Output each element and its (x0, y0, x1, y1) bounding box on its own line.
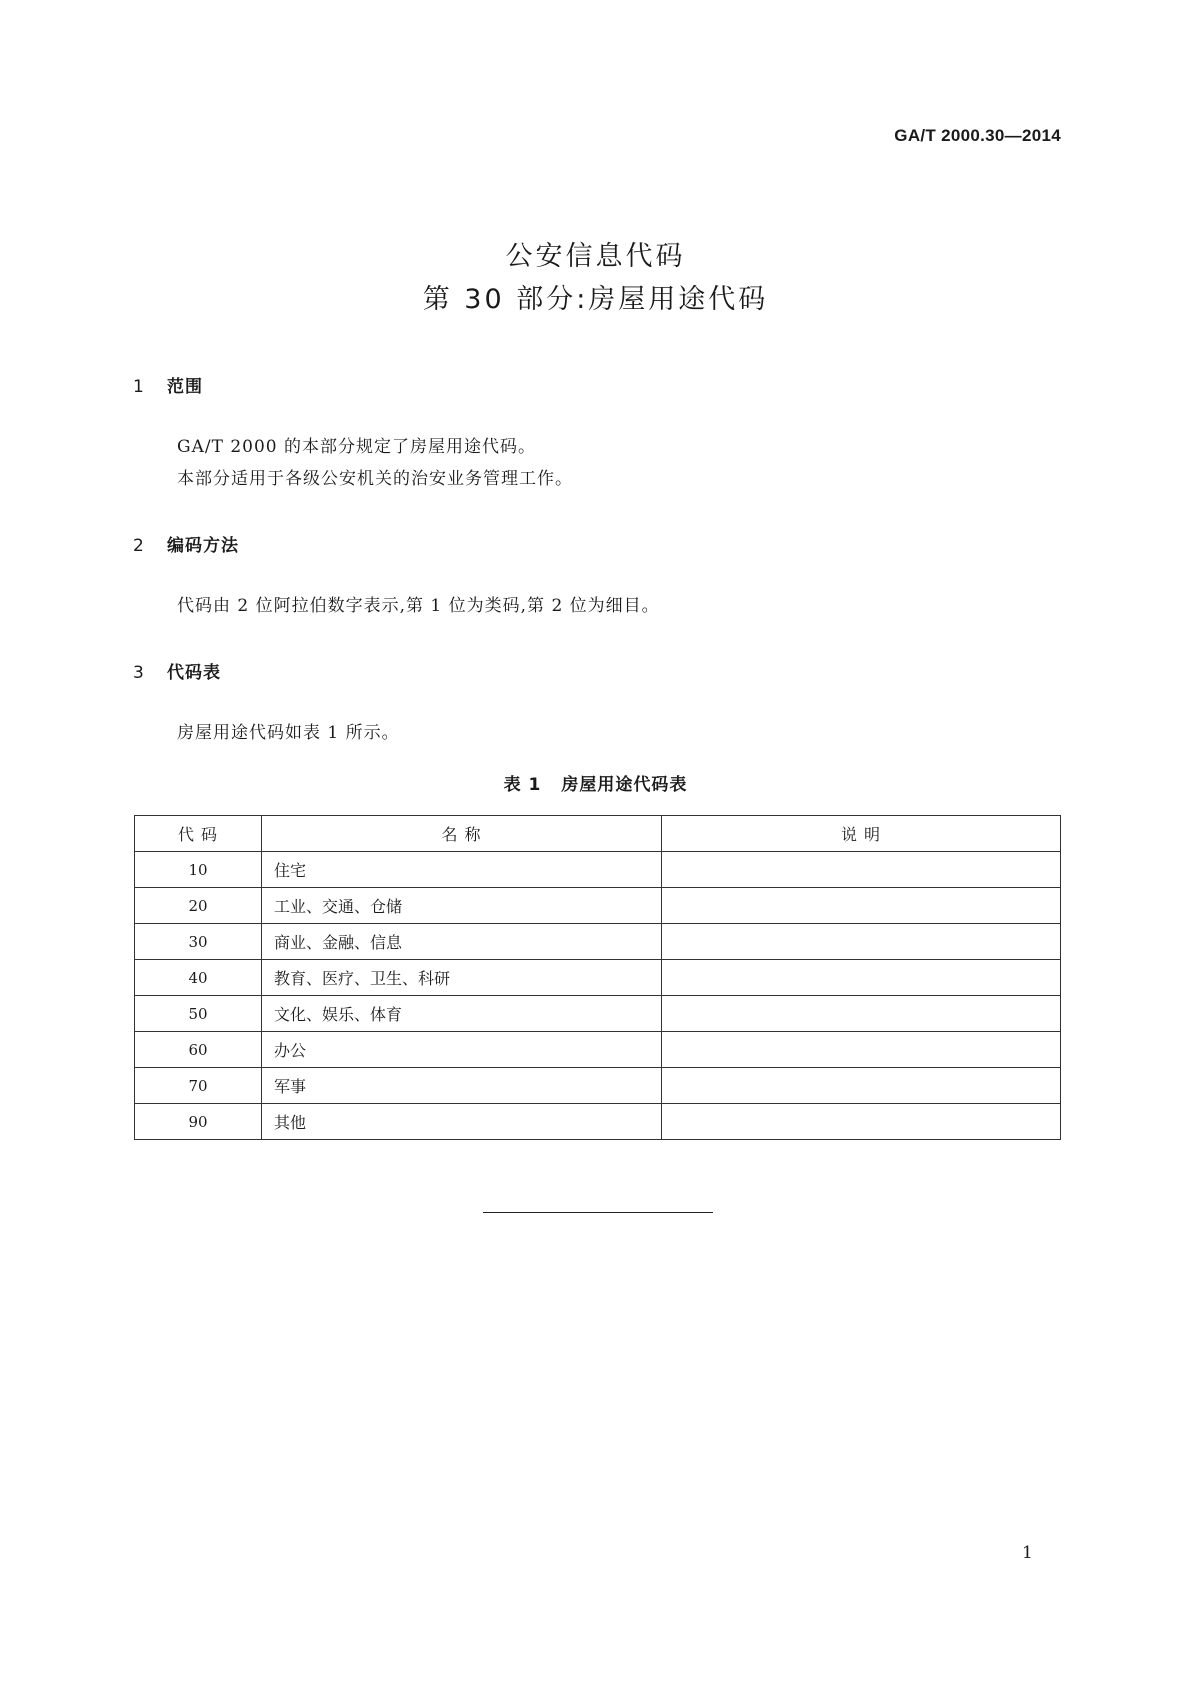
cell-name: 商业、金融、信息 (262, 924, 662, 960)
cell-note (662, 852, 1061, 888)
document-title: 公安信息代码 (505, 241, 686, 272)
table-caption-title: 房屋用途代码表 (561, 775, 688, 795)
cell-name: 办公 (262, 1032, 662, 1068)
cell-note (662, 888, 1061, 924)
document-subtitle: 第 30 部分:房屋用途代码 (422, 284, 769, 315)
table-row (135, 1032, 1061, 1068)
table-row (135, 888, 1061, 924)
cell-code: 70 (135, 1068, 262, 1104)
cell-name: 军事 (262, 1068, 662, 1104)
section-heading-scope (133, 372, 203, 397)
cell-name: 其他 (262, 1104, 662, 1140)
cell-note (662, 996, 1061, 1032)
table-row (135, 1068, 1061, 1104)
cell-note (662, 1068, 1061, 1104)
cell-code: 20 (135, 888, 262, 924)
table-row (135, 1104, 1061, 1140)
cell-name: 教育、医疗、卫生、科研 (262, 960, 662, 996)
section-heading-code-table (133, 658, 221, 683)
page-number: 1 (1022, 1543, 1033, 1563)
section-number: 3 (133, 663, 145, 683)
cell-code: 90 (135, 1104, 262, 1140)
table-row (135, 924, 1061, 960)
coding-method-paragraph: 代码由 2 位阿拉伯数字表示,第 1 位为类码,第 2 位为细目。 (177, 596, 660, 616)
house-usage-code-table (134, 815, 1061, 1140)
cell-name: 文化、娱乐、体育 (262, 996, 662, 1032)
cell-code: 50 (135, 996, 262, 1032)
table-caption (0, 770, 1191, 795)
scope-paragraph-2: 本部分适用于各级公安机关的治安业务管理工作。 (177, 469, 573, 489)
section-title: 代码表 (167, 663, 221, 683)
cell-note (662, 924, 1061, 960)
table-row (135, 852, 1061, 888)
table-header-row (135, 816, 1061, 852)
section-number: 1 (133, 377, 145, 397)
cell-code: 10 (135, 852, 262, 888)
section-number: 2 (133, 536, 145, 556)
standard-code: GA/T 2000.30—2014 (894, 126, 1061, 145)
cell-note (662, 1104, 1061, 1140)
table-row (135, 960, 1061, 996)
cell-name: 住宅 (262, 852, 662, 888)
table-row (135, 996, 1061, 1032)
code-table-paragraph: 房屋用途代码如表 1 所示。 (177, 723, 400, 743)
section-title: 编码方法 (167, 536, 239, 556)
header-code: 代 码 (135, 816, 262, 852)
end-rule (483, 1212, 713, 1213)
scope-paragraph-1: GA/T 2000 的本部分规定了房屋用途代码。 (177, 437, 536, 457)
table-caption-number: 表 1 (503, 775, 542, 795)
cell-name: 工业、交通、仓储 (262, 888, 662, 924)
header-note: 说 明 (662, 816, 1061, 852)
cell-note (662, 1032, 1061, 1068)
section-heading-coding-method (133, 531, 239, 556)
cell-code: 30 (135, 924, 262, 960)
header-name: 名 称 (262, 816, 662, 852)
section-title: 范围 (167, 377, 203, 397)
cell-code: 60 (135, 1032, 262, 1068)
cell-note (662, 960, 1061, 996)
cell-code: 40 (135, 960, 262, 996)
